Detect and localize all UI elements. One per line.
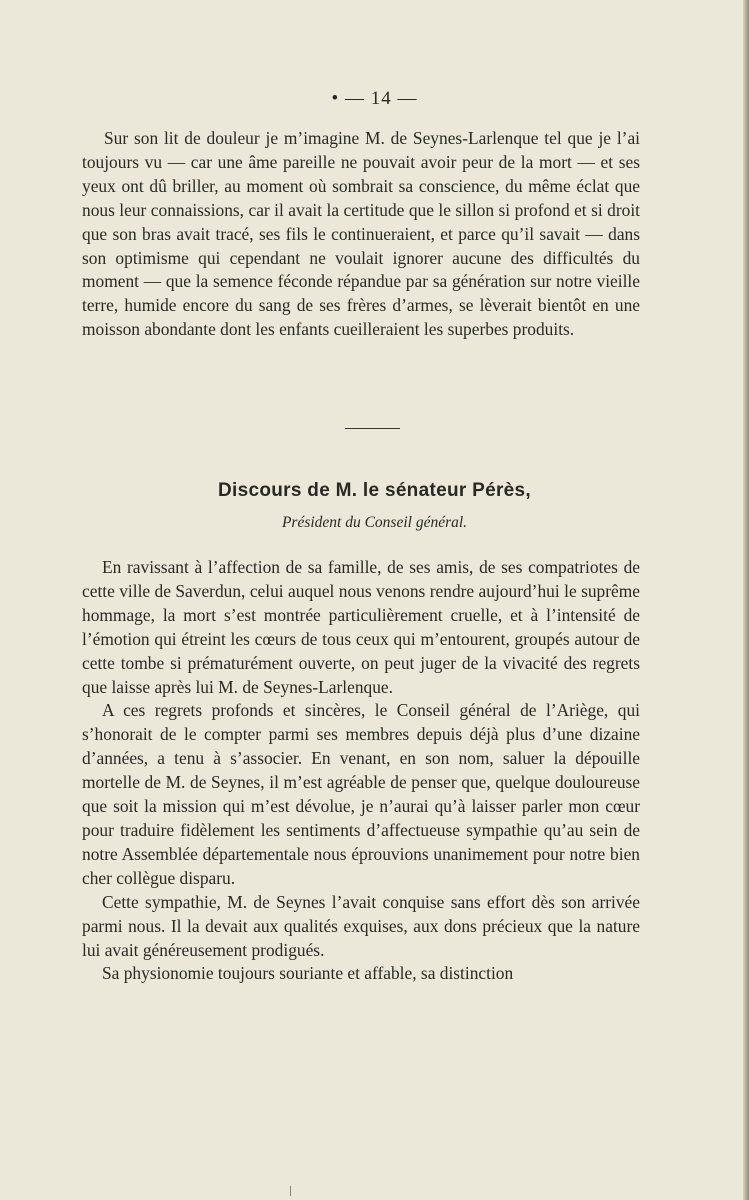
speech-paragraph-3: Cette sympathie, M. de Seynes l’avait conquise sans effort dès son arrivée parmi nous. Il la devait aux qualités exquises, aux dons précieux que la nature lui avait généreusement prodigués. bbox=[82, 891, 640, 960]
speech-text bbox=[82, 556, 640, 986]
speech-paragraph-4: Sa physionomie toujours souriante et affable, sa distinction bbox=[102, 963, 514, 984]
page-edge bbox=[743, 0, 749, 1200]
intro-text bbox=[82, 127, 640, 342]
intro-paragraph-1: Sur son lit de douleur je m’imagine M. de Seynes-Larlenque tel que je l’ai toujours vu — car une âme pareille ne pouvait avoir peur de la mort — et ses yeux ont dû briller, au moment où sombrait sa conscience, du même éclat que nous leur connaissions, car il avait la certitude que le sillon si profond et si droit que son bras avait tracé, ses fils le continueraient, et parce qu’il savait — dans son optimisme qui cependant ne voulait ignorer aucune des difficultés du moment — que la semence féconde répandue par sa génération sur notre vieille terre, humide encore du sang de ses frères d’armes, se lèverait bientôt en une moisson abondante dont les enfants cueilleraient les superbes produits. bbox=[82, 128, 640, 340]
speech-paragraph-1: En ravissant à l’affection de sa famille, de ses amis, de ses compatriotes de cette ville de Saverdun, celui auquel nous venons rendre aujourd’hui le suprême hommage, la mort s’est montrée particulièrement cruelle, et à l’intensité de l’émotion qui étreint les cœurs de tous ceux qui m’entourent, groupés autour de cette tombe si prématurément ouverte, on peut juger de la vivacité des regrets que laisse après lui M. de Seynes-Larlenque. bbox=[82, 557, 640, 697]
footer-mark bbox=[290, 1186, 291, 1196]
section-separator bbox=[345, 428, 400, 429]
speech-title: Discours de M. le sénateur Pérès, bbox=[218, 480, 531, 501]
speech-subtitle: Président du Conseil général. bbox=[281, 514, 468, 531]
page-number: • — 14 — bbox=[331, 88, 418, 109]
speech-paragraph-2: A ces regrets profonds et sincères, le Conseil général de l’Ariège, qui s’honorait de le compter parmi ses membres depuis déjà plus d’une dizaine d’années, a tenu à s’associer. En venant, en son nom, saluer la dépouille mortelle de M. de Seynes, il m’est agréable de penser que, quelque douloureuse que soit la mission qui m’est dévolue, je n’aurai qu’à laisser parler mon cœur pour traduire fidèlement les sentiments d’affectueuse sympathie qu’au sein de notre Assemblée départementale nous éprouvions unanimement pour notre bien cher collègue disparu. bbox=[82, 700, 640, 888]
